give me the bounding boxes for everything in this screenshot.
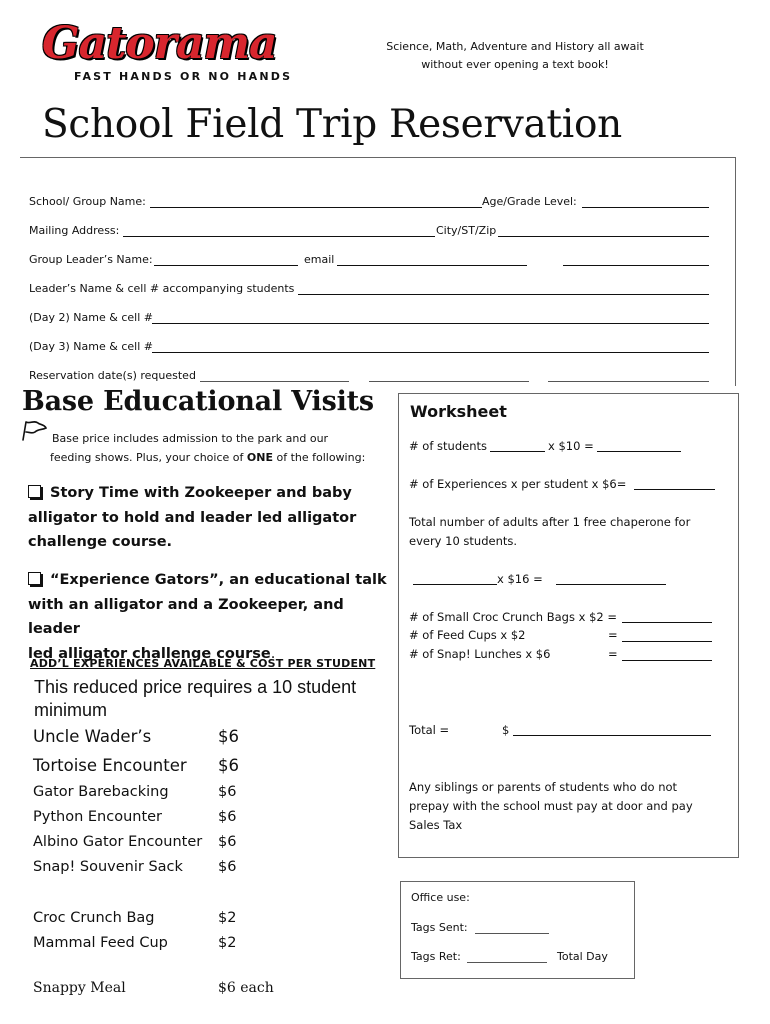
city-label: City/ST/Zip bbox=[436, 224, 497, 237]
mailing-address-field[interactable] bbox=[123, 236, 435, 237]
item-name: Uncle Wader’s bbox=[33, 727, 152, 746]
croc-bags-field[interactable] bbox=[622, 622, 712, 623]
total-dollar: $ bbox=[502, 723, 510, 737]
reservation-date-field-3[interactable] bbox=[548, 381, 709, 382]
base-price-desc-1: Base price includes admission to the park and our bbox=[52, 432, 329, 445]
office-title: Office use: bbox=[411, 891, 470, 904]
feed-cups-eq: = bbox=[608, 628, 618, 642]
option-experience-gators[interactable]: “Experience Gators”, an educational talk with an alligator and a Zookeeper, and leader led alligator challenge course. bbox=[28, 572, 387, 662]
lunches-eq: = bbox=[608, 647, 618, 661]
checkbox-experience-gators[interactable] bbox=[28, 572, 41, 585]
page-title: School Field Trip Reservation bbox=[42, 102, 622, 147]
item-name: Snap! Souvenir Sack bbox=[33, 859, 183, 875]
reservation-dates-label: Reservation date(s) requested bbox=[29, 369, 196, 382]
group-name-label: School/ Group Name: bbox=[29, 195, 146, 208]
item-price: $6 bbox=[218, 784, 237, 800]
item-price: $2 bbox=[218, 935, 237, 951]
mailing-address-label: Mailing Address: bbox=[29, 224, 120, 237]
checkbox-story-time[interactable] bbox=[28, 485, 41, 498]
reservation-date-field-1[interactable] bbox=[200, 381, 349, 382]
note-line-2: prepay with the school must pay at door and pay bbox=[409, 799, 693, 813]
lunches-label: # of Snap! Lunches x $6 bbox=[409, 647, 551, 661]
worksheet-title: Worksheet bbox=[410, 402, 507, 421]
age-grade-label: Age/Grade Level: bbox=[482, 195, 577, 208]
item-name: Gator Barebacking bbox=[33, 784, 169, 800]
tagline-line-1: Science, Math, Adventure and History all await bbox=[386, 40, 644, 53]
adults-rate: x $16 = bbox=[497, 572, 543, 586]
city-field[interactable] bbox=[498, 236, 709, 237]
students-label: # of students bbox=[409, 439, 487, 453]
students-count-field[interactable] bbox=[490, 451, 545, 452]
item-name: Snappy Meal bbox=[33, 980, 126, 996]
base-price-desc-2: feeding shows. Plus, your choice of ONE of the following: bbox=[50, 451, 366, 464]
total-label: Total = bbox=[409, 723, 450, 737]
note-line-3: Sales Tax bbox=[409, 818, 463, 832]
students-rate: x $10 = bbox=[548, 439, 594, 453]
gatorama-logo bbox=[38, 18, 293, 90]
day3-label: (Day 3) Name & cell # bbox=[29, 340, 153, 353]
item-price: $6 bbox=[218, 834, 237, 850]
tags-sent-label: Tags Sent: bbox=[411, 921, 468, 934]
item-name: Python Encounter bbox=[33, 809, 163, 825]
adults-total-field[interactable] bbox=[556, 584, 666, 585]
tagline-line-2: without ever opening a text book! bbox=[421, 58, 609, 71]
tags-ret-field[interactable] bbox=[467, 962, 547, 963]
experiences-label: # of Experiences x per student x $6= bbox=[409, 477, 627, 491]
tags-sent-field[interactable] bbox=[475, 933, 549, 934]
option-story-time[interactable]: Story Time with Zookeeper and baby alligator to hold and leader led alligator challenge course. bbox=[28, 485, 357, 550]
item-price: $6 bbox=[218, 859, 237, 875]
adults-text-1: Total number of adults after 1 free chaperone for bbox=[409, 515, 691, 529]
day3-field[interactable] bbox=[152, 352, 709, 353]
item-price: $6 bbox=[218, 756, 239, 775]
feed-cups-field[interactable] bbox=[622, 641, 712, 642]
reservation-date-field-2[interactable] bbox=[369, 381, 529, 382]
logo-tagline: FAST HANDS OR NO HANDS bbox=[74, 70, 293, 83]
leader-name-label: Group Leader’s Name: bbox=[29, 253, 153, 266]
leader-name-field[interactable] bbox=[154, 265, 298, 266]
tagline bbox=[380, 38, 650, 74]
addl-experiences-heading: ADD’L EXPERIENCES AVAILABLE & COST PER STUDENT bbox=[30, 657, 376, 670]
item-name: Tortoise Encounter bbox=[33, 756, 187, 775]
note-line-1: Any siblings or parents of students who do not bbox=[409, 780, 678, 794]
tags-ret-label: Tags Ret: bbox=[411, 950, 461, 963]
pen-icon bbox=[20, 420, 48, 442]
email-label: email bbox=[304, 253, 335, 266]
item-price: $2 bbox=[218, 910, 237, 926]
accompanying-field[interactable] bbox=[298, 294, 709, 295]
total-day-label: Total Day bbox=[557, 950, 608, 963]
item-price: $6 bbox=[218, 809, 237, 825]
accompanying-label: Leader’s Name & cell # accompanying students bbox=[29, 282, 295, 295]
students-total-field[interactable] bbox=[597, 451, 681, 452]
feed-cups-label: # of Feed Cups x $2 bbox=[409, 628, 526, 642]
day2-label: (Day 2) Name & cell # bbox=[29, 311, 153, 324]
item-name: Mammal Feed Cup bbox=[33, 935, 168, 951]
item-price: $6 each bbox=[218, 980, 274, 996]
base-visits-heading: Base Educational Visits bbox=[22, 386, 374, 417]
lunches-field[interactable] bbox=[622, 660, 712, 661]
extra-field[interactable] bbox=[563, 265, 709, 266]
experiences-total-field[interactable] bbox=[634, 489, 715, 490]
day2-field[interactable] bbox=[152, 323, 709, 324]
item-name: Croc Crunch Bag bbox=[33, 910, 155, 926]
adults-count-field[interactable] bbox=[413, 584, 497, 585]
total-field[interactable] bbox=[513, 735, 711, 736]
email-field[interactable] bbox=[337, 265, 527, 266]
reduced-price-note: This reduced price requires a 10 student minimum bbox=[34, 677, 357, 720]
age-grade-field[interactable] bbox=[582, 207, 709, 208]
group-name-field[interactable] bbox=[150, 207, 482, 208]
item-name: Albino Gator Encounter bbox=[33, 834, 203, 850]
adults-text-2: every 10 students. bbox=[409, 534, 518, 548]
croc-bags-label: # of Small Croc Crunch Bags x $2 = bbox=[409, 610, 618, 624]
logo-wordmark: Gatorama bbox=[42, 18, 277, 69]
item-price: $6 bbox=[218, 727, 239, 746]
